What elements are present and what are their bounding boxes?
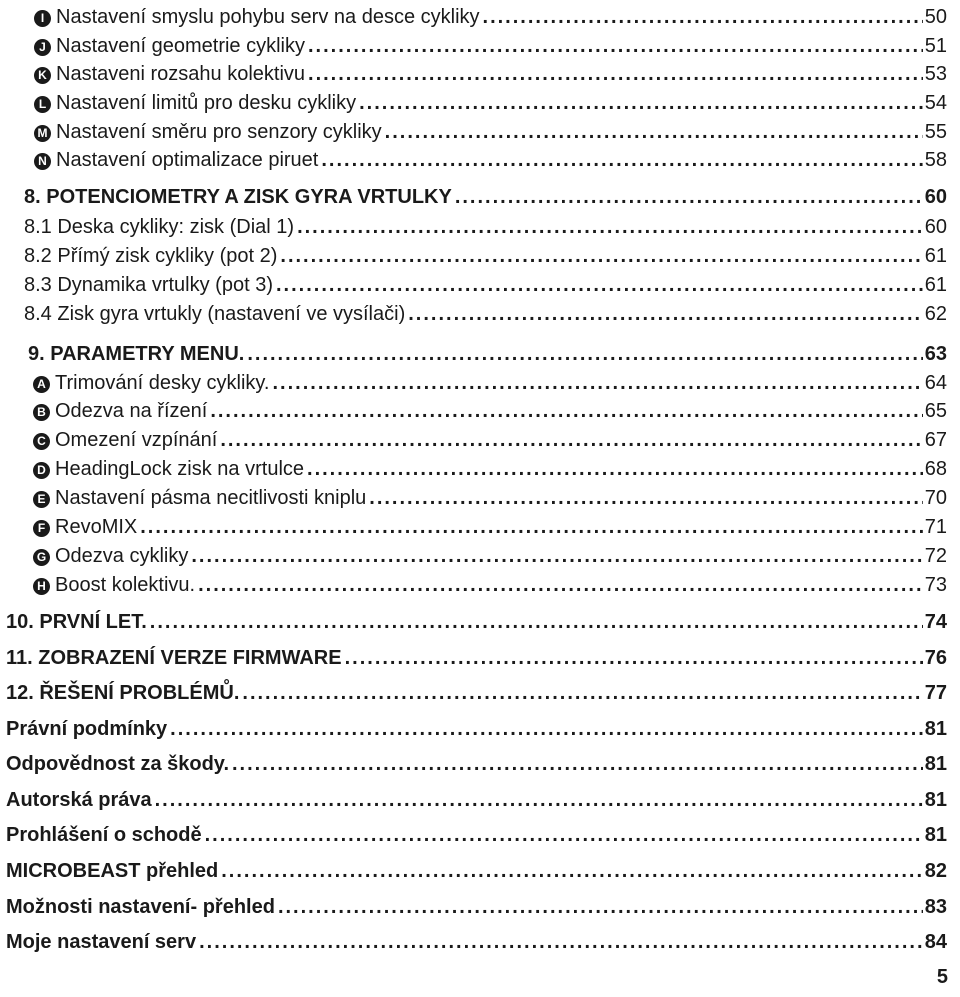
- toc-entry[interactable]: [34, 118, 947, 147]
- toc-entry-page: 60: [924, 216, 947, 238]
- toc-section-heading[interactable]: [6, 786, 947, 815]
- letter-badge-icon: D: [33, 462, 50, 479]
- toc-entry-page: 53: [924, 63, 947, 85]
- toc-section-heading[interactable]: [6, 644, 947, 673]
- dot-leader: [150, 608, 923, 637]
- dot-leader: [278, 893, 923, 922]
- toc-entry-title: Nastavení smyslu pohybu serv na desce cykliky: [56, 6, 480, 28]
- toc-entry-page: 84: [924, 931, 947, 953]
- toc-entry-page: 54: [924, 92, 947, 114]
- toc-section-heading[interactable]: [6, 679, 947, 708]
- toc-entry-title: Odpovědnost za škody.: [6, 753, 229, 775]
- letter-badge-icon: A: [33, 376, 50, 393]
- dot-leader: [242, 679, 922, 708]
- toc-entry-page: 81: [924, 753, 947, 775]
- dot-leader: [308, 60, 923, 89]
- toc-entry[interactable]: [33, 571, 947, 600]
- toc-entry-page: 82: [924, 860, 947, 882]
- toc-entry[interactable]: [33, 397, 947, 426]
- toc-entry-page: 81: [924, 718, 947, 740]
- dot-leader: [191, 542, 922, 571]
- toc-entry-title: 12. ŘEŠENÍ PROBLÉMŮ.: [6, 682, 240, 704]
- toc-entry[interactable]: [34, 32, 947, 61]
- toc-entry-page: 74: [924, 611, 947, 633]
- dot-leader: [483, 3, 923, 32]
- letter-badge-icon: M: [34, 125, 51, 142]
- toc-entry-title: Boost kolektivu.: [55, 574, 196, 596]
- toc-entry-title: Nastavení pásma necitlivosti kniplu: [55, 487, 367, 509]
- toc-entry-title: HeadingLock zisk na vrtulce: [55, 458, 305, 480]
- dot-leader: [359, 89, 923, 118]
- letter-badge-icon: H: [33, 578, 50, 595]
- page-number: 5: [936, 966, 948, 988]
- toc-section-heading[interactable]: [6, 608, 947, 637]
- toc-entry-title: Prohlášení o schodě: [6, 824, 202, 846]
- dot-leader: [408, 300, 923, 329]
- toc-section-heading[interactable]: [6, 750, 947, 779]
- toc-entry-title: Moje nastavení serv: [6, 931, 197, 953]
- toc-entry-page: 81: [924, 824, 947, 846]
- dot-leader: [276, 271, 923, 300]
- toc-entry[interactable]: [24, 242, 947, 271]
- toc-entry[interactable]: [33, 426, 947, 455]
- toc-entry-title: 11. ZOBRAZENÍ VERZE FIRMWARE: [6, 647, 342, 669]
- letter-badge-icon: L: [34, 96, 51, 113]
- toc-section-heading[interactable]: [6, 715, 947, 744]
- toc-entry-title: Nastaveni rozsahu kolektivu: [56, 63, 306, 85]
- toc-entry-page: 60: [924, 186, 947, 208]
- toc-entry-title: RevoMIX: [55, 516, 138, 538]
- dot-leader: [272, 369, 922, 398]
- dot-leader: [155, 786, 923, 815]
- toc-entry-title: Autorská práva: [6, 789, 152, 811]
- toc-entry-page: 70: [924, 487, 947, 509]
- toc-entry-page: 58: [924, 149, 947, 171]
- toc-entry-title: Nastavení směru pro senzory cykliky: [56, 121, 382, 143]
- toc-entry-title: Odezva cykliky: [55, 545, 189, 567]
- toc-entry-title: 8.1 Deska cykliky: zisk (Dial 1): [24, 216, 295, 238]
- dot-leader: [321, 146, 922, 175]
- toc-entry-page: 62: [924, 303, 947, 325]
- toc-entry[interactable]: [24, 300, 947, 329]
- toc-entry-page: 76: [924, 647, 947, 669]
- toc-entry-title: Odezva na řízení: [55, 400, 208, 422]
- dot-leader: [220, 426, 922, 455]
- dot-leader: [232, 750, 923, 779]
- toc-entry-title: 8.4 Zisk gyra vrtukly (nastavení ve vysílači): [24, 303, 406, 325]
- toc-entry-title: MICROBEAST přehled: [6, 860, 219, 882]
- toc-entry[interactable]: [34, 89, 947, 118]
- toc-entry[interactable]: [33, 369, 947, 398]
- dot-leader: [199, 928, 923, 957]
- letter-badge-icon: N: [34, 153, 51, 170]
- toc-entry-page: 65: [924, 400, 947, 422]
- toc-entry-page: 71: [924, 516, 947, 538]
- letter-badge-icon: B: [33, 404, 50, 421]
- toc-entry-page: 73: [924, 574, 947, 596]
- toc-entry[interactable]: [34, 146, 947, 175]
- toc-entry-title: Možnosti nastavení- přehled: [6, 896, 275, 918]
- letter-badge-icon: E: [33, 491, 50, 508]
- toc-entry[interactable]: [34, 60, 947, 89]
- toc-entry-page: 61: [924, 274, 947, 296]
- toc-entry[interactable]: [24, 213, 947, 242]
- letter-badge-icon: C: [33, 433, 50, 450]
- toc-entry-page: 50: [924, 6, 947, 28]
- toc-entry-title: Nastavení geometrie cykliky: [56, 35, 305, 57]
- dot-leader: [140, 513, 923, 542]
- toc-section-heading[interactable]: [24, 183, 947, 212]
- dot-leader: [345, 644, 923, 673]
- toc-entry[interactable]: [33, 484, 947, 513]
- toc-entry[interactable]: [33, 455, 947, 484]
- dot-leader: [170, 715, 923, 744]
- toc-section-heading[interactable]: [6, 893, 947, 922]
- toc-entry-page: 55: [924, 121, 947, 143]
- toc-entry-page: 77: [924, 682, 947, 704]
- toc-entry-page: 63: [924, 343, 947, 365]
- toc-section-heading[interactable]: [28, 340, 947, 369]
- letter-badge-icon: K: [34, 67, 51, 84]
- dot-leader: [247, 340, 922, 369]
- toc-section-heading[interactable]: [6, 857, 947, 886]
- letter-badge-icon: J: [34, 39, 51, 56]
- dot-leader: [308, 32, 923, 61]
- dot-leader: [198, 571, 923, 600]
- letter-badge-icon: F: [33, 520, 50, 537]
- dot-leader: [455, 183, 923, 212]
- toc-entry-page: 81: [924, 789, 947, 811]
- toc-entry-title: 8.2 Přímý zisk cykliky (pot 2): [24, 245, 278, 267]
- dot-leader: [280, 242, 922, 271]
- toc-entry[interactable]: [34, 3, 947, 32]
- dot-leader: [221, 857, 923, 886]
- dot-leader: [297, 213, 923, 242]
- toc-entry-title: Nastavení optimalizace piruet: [56, 149, 319, 171]
- toc-entry-title: Právní podmínky: [6, 718, 168, 740]
- letter-badge-icon: G: [33, 549, 50, 566]
- toc-entry[interactable]: [24, 271, 947, 300]
- toc-entry[interactable]: [33, 542, 947, 571]
- toc-entry-page: 72: [924, 545, 947, 567]
- toc-entry-page: 68: [924, 458, 947, 480]
- toc-entry-page: 51: [924, 35, 947, 57]
- letter-badge-icon: I: [34, 10, 51, 27]
- toc-entry-title: 8. POTENCIOMETRY A ZISK GYRA VRTULKY: [24, 186, 452, 208]
- toc-entry-page: 67: [924, 429, 947, 451]
- dot-leader: [210, 397, 922, 426]
- toc-entry-title: Nastavení limitů pro desku cykliky: [56, 92, 357, 114]
- toc-entry-title: 9. PARAMETRY MENU.: [28, 343, 245, 365]
- toc-entry-page: 61: [924, 245, 947, 267]
- toc-entry[interactable]: [33, 513, 947, 542]
- toc-entry-title: Trimování desky cykliky.: [55, 372, 270, 394]
- toc-entry-page: 83: [924, 896, 947, 918]
- dot-leader: [205, 821, 923, 850]
- toc-entry-title: Omezení vzpínání: [55, 429, 218, 451]
- toc-entry-title: 8.3 Dynamika vrtulky (pot 3): [24, 274, 273, 296]
- toc-section-heading[interactable]: [6, 821, 947, 850]
- toc-entry-title: 10. PRVNÍ LET.: [6, 611, 147, 633]
- toc-entry-page: 64: [924, 372, 947, 394]
- dot-leader: [385, 118, 923, 147]
- dot-leader: [369, 484, 922, 513]
- toc-section-heading[interactable]: [6, 928, 947, 957]
- dot-leader: [307, 455, 923, 484]
